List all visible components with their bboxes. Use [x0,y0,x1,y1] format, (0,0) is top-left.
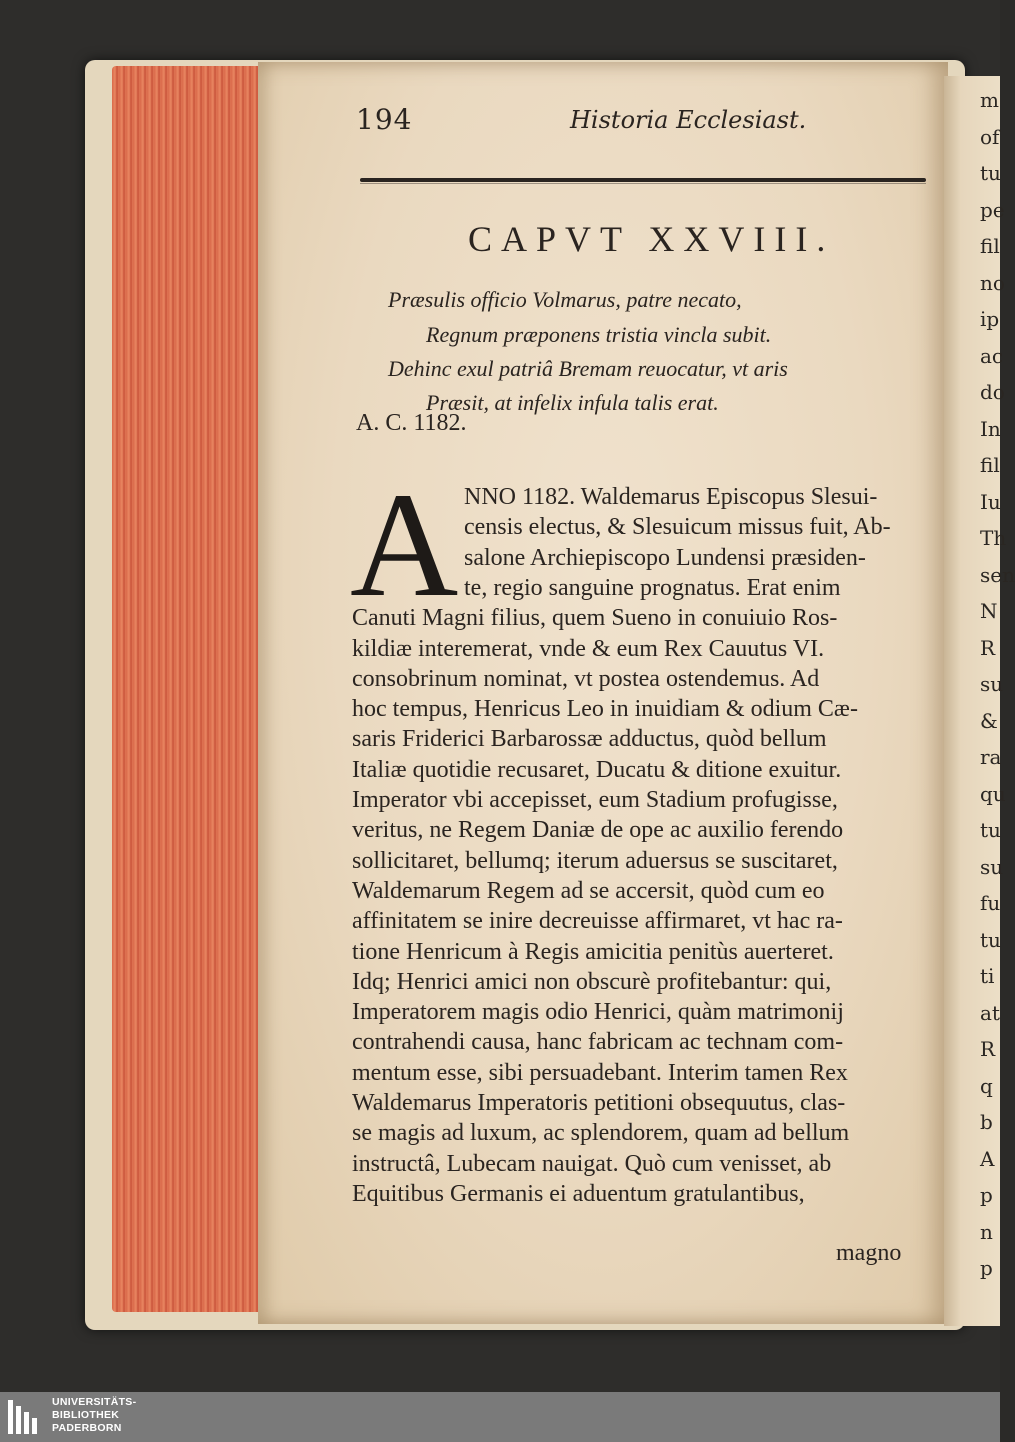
next-page-text: sen [980,562,1015,587]
verse-line: Dehinc exul patriâ Bremam reuocatur, vt aris [388,356,788,381]
body-line: veritus, ne Regem Daniæ de ope ac auxilio ferendo [352,817,844,844]
next-page-fragment [944,76,1015,1326]
drop-cap-initial: A [350,462,459,628]
next-page-text: tu [980,161,1001,185]
library-logo-text [52,1396,136,1435]
next-page-text: R [980,635,996,660]
next-page-text: do [980,380,1005,404]
body-line: hoc tempus, Henricus Leo in inuidiam & odium Cæ- [352,696,858,723]
body-line: contrahendi causa, hanc fabricam ac technam com- [352,1029,844,1056]
next-page-text: m [980,88,999,112]
next-page-text: ac [980,343,1004,368]
next-page-text: fil [980,234,1000,258]
verse-line: Præsulis officio Volmarus, patre necato, [388,287,742,312]
next-page-text: tu [980,818,1001,842]
body-line: Idq; Henrici amici non obscurè profitebantur: qui, [352,968,832,995]
verse-line: Præsit, at infelix infula talis erat. [426,390,719,415]
year-heading: A. C. 1182. [356,410,467,436]
next-page-text: R [980,1037,996,1061]
body-line: censis electus, & Slesuicum missus fuit, Ab- [464,514,891,541]
logo-line: UNIVERSITÄTS- [52,1396,137,1408]
next-page-text: n [980,1219,993,1244]
page-edges-red [112,66,262,1312]
next-page-text: fil [980,453,1000,477]
next-page-text: N [980,599,998,623]
next-page-text: q [980,1073,993,1098]
body-line: Imperator vbi accepisset, eum Stadium profugisse, [352,787,838,813]
next-page-text: fu [980,891,1001,915]
chapter-title: CAPVT XXVIII. [468,219,835,259]
body-line: se magis ad luxum, ac splendorem, quam ad bellum [352,1120,850,1147]
body-line: saris Friderici Barbarossæ adductus, quòd bellum [352,726,827,753]
next-page-text: p [980,1183,993,1207]
next-page-text: p [980,1256,993,1280]
next-page-text: ip [980,307,1000,331]
next-page-text: A [980,1146,995,1171]
verse-line: Regnum præponens tristia vincla subit. [426,322,772,347]
library-logo-icon [8,1400,44,1434]
body-line: affinitatem se inire decreuisse affirmaret, vt hac ra- [352,908,843,935]
body-line: Waldemarus Imperatoris petitioni obsequutus, clas- [352,1090,846,1116]
next-page-text: ti [980,964,995,988]
body-line: tione Henricum à Regis amicitia penitùs auerteret. [352,938,834,965]
body-line: Waldemarum Regem ad se accersit, quòd cum eo [352,877,825,904]
logo-line: PADERBORN [52,1422,122,1434]
header-rule [360,178,926,182]
next-page-text: of [980,124,1000,149]
body-line: Equitibus Germanis ei aduentum gratulantibus, [352,1180,805,1207]
next-page-text: In [980,416,1001,441]
next-page-text: & [980,708,998,733]
next-page-text: qu [980,781,1006,806]
next-page-text: at [980,1000,1000,1025]
next-page-text: Iu [980,489,1001,514]
body-line: Imperatorem magis odio Henrici, quàm matrimonij [352,999,844,1026]
body-line: Canuti Magni filius, quem Sueno in conuiuio Ros- [352,605,838,632]
body-line: sollicitaret, bellumq; iterum aduersus se suscitaret, [352,847,838,874]
body-line: salone Archiepiscopo Lundensi præsiden- [464,544,866,571]
body-line: consobrinum nominat, vt postea ostendemus. Ad [352,665,820,692]
catchword: magno [836,1240,902,1266]
next-page-text: su [980,854,1004,879]
body-line: te, regio sanguine prognatus. Erat enim [464,574,841,601]
body-line: instructâ, Lubecam nauigat. Quò cum venisset, ab [352,1150,832,1177]
next-page-text: pe [980,197,1005,222]
library-footer [0,1392,1000,1442]
body-line: kildiæ interemerat, vnde & eum Rex Cauutus VI. [352,635,825,662]
next-page-text: Th [980,526,1007,550]
next-page-text: tu [980,927,1001,952]
body-line: NNO 1182. Waldemarus Episcopus Slesui- [464,484,878,510]
next-page-text: no [980,270,1005,295]
logo-line: BIBLIOTHEK [52,1409,120,1421]
next-page-text: ra [980,745,1002,769]
body-line: mentum esse, sibi persuadebant. Interim tamen Rex [352,1059,848,1086]
page-number: 194 [356,103,413,136]
next-page-text: su [980,672,1004,696]
body-line: Italiæ quotidie recusaret, Ducatu & ditione exuitur. [352,756,842,783]
running-head: Historia Ecclesiast. [570,106,807,134]
next-page-text: b [980,1110,993,1134]
